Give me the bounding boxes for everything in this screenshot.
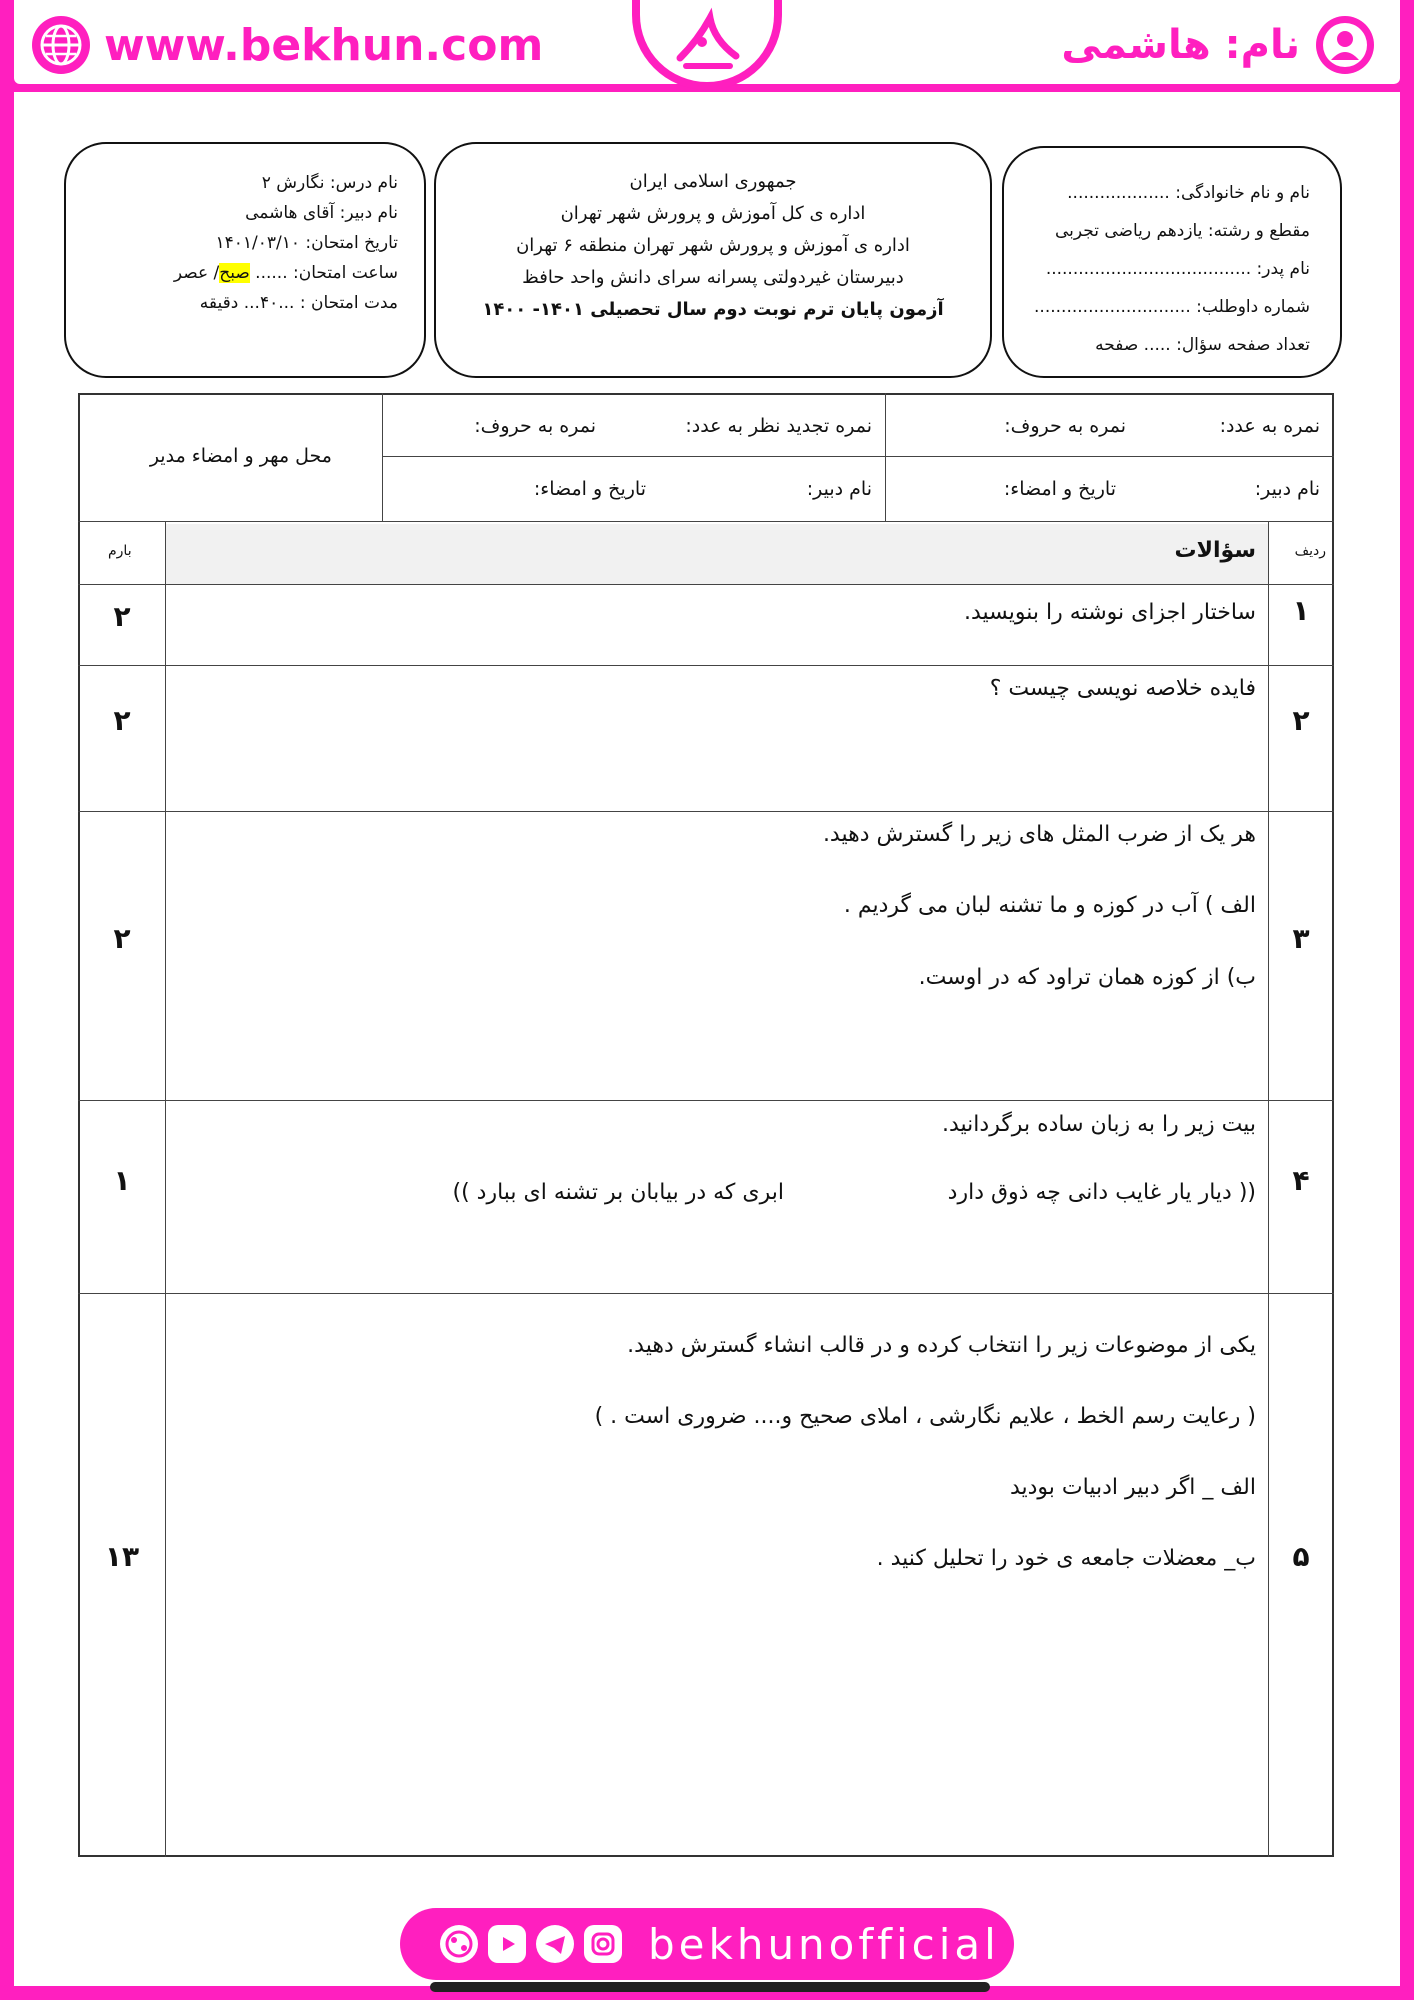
exam-time-label: ساعت امتحان: ...... bbox=[249, 263, 398, 283]
course-info-box bbox=[64, 142, 426, 378]
school-line: دبیرستان غیردولتی پسرانه سرای دانش واحد حافظ bbox=[522, 267, 904, 288]
book-logo-icon bbox=[640, 0, 774, 82]
school-info-box bbox=[434, 142, 992, 378]
page-count-field: تعداد صفحه سؤال: ..... صفحه bbox=[1095, 335, 1310, 355]
youtube-icon[interactable] bbox=[488, 1925, 526, 1963]
questions-header: سؤالات bbox=[1174, 538, 1256, 563]
site-url-text[interactable]: www.bekhun.com bbox=[104, 19, 544, 71]
question-text: ساختار اجزای نوشته را بنویسید. bbox=[963, 600, 1256, 625]
question-score: ۲ bbox=[113, 600, 131, 633]
question-text: هر یک از ضرب المثل های زیر را گسترش دهید. bbox=[822, 822, 1256, 847]
student-info-box bbox=[1002, 146, 1342, 378]
header-divider bbox=[78, 584, 1334, 585]
question-text: بیت زیر را به زبان ساده برگردانید. bbox=[941, 1112, 1256, 1137]
exam-duration: مدت امتحان : ...۴۰... دقیقه bbox=[199, 293, 398, 313]
student-name: نام: هاشمی bbox=[1061, 22, 1300, 68]
footer-shadow bbox=[430, 1982, 990, 1992]
question-text: الف ) آب در کوزه و ما تشنه لبان می گردیم . bbox=[843, 893, 1256, 918]
question-score: ۱ bbox=[113, 1164, 131, 1197]
question-number: ۵ bbox=[1292, 1540, 1310, 1573]
grade-row-divider bbox=[382, 456, 1334, 457]
review-date-sign-label: تاریخ و امضاء: bbox=[533, 478, 646, 500]
poem-second-hemistich: ابری که در بیابان بر تشنه ای ببارد )) bbox=[452, 1180, 784, 1205]
review-divider bbox=[885, 393, 886, 521]
grade-number-label: نمره به عدد: bbox=[1219, 415, 1320, 437]
country-line: جمهوری اسلامی ایران bbox=[629, 171, 797, 192]
question-text: ( رعایت رسم الخط ، علایم نگارشی ، املای صحیح و.... ضروری است . ) bbox=[594, 1404, 1256, 1429]
review-teacher-label: نام دبیر: bbox=[806, 478, 872, 500]
poem-first-hemistich: (( دیار یار غایب دانی چه ذوق دارد bbox=[947, 1180, 1256, 1205]
stamp-divider bbox=[382, 393, 383, 521]
exam-date: تاریخ امتحان: ۱۴۰۱/۰۳/۱۰ bbox=[215, 233, 398, 253]
question-text: ب_ معضلات جامعه ی خود را تحلیل کنید . bbox=[876, 1546, 1256, 1571]
teacher-label: نام دبیر: bbox=[1254, 478, 1320, 500]
student-fullname-field: نام و نام خانوادگی: ................... bbox=[1067, 183, 1310, 203]
principal-stamp-label: محل مهر و امضاء مدیر bbox=[149, 445, 332, 467]
question-number: ۳ bbox=[1292, 922, 1310, 955]
grade-letters-label: نمره به حروف: bbox=[1004, 415, 1126, 437]
general-office-line: اداره ی کل آموزش و پرورش شهر تهران bbox=[560, 203, 866, 224]
social-bar[interactable] bbox=[400, 1908, 1014, 1980]
course-name: نام درس: نگارش ۲ bbox=[261, 173, 398, 193]
telegram-icon[interactable] bbox=[536, 1925, 574, 1963]
question-text: ب) از کوزه همان تراود که در اوست. bbox=[918, 965, 1256, 990]
q2-divider bbox=[78, 811, 1334, 812]
instagram-icon[interactable] bbox=[584, 1925, 622, 1963]
review-grade-number-label: نمره تجدید نظر به عدد: bbox=[685, 415, 872, 437]
question-number: ۴ bbox=[1292, 1164, 1310, 1197]
student-name-badge bbox=[1061, 10, 1374, 80]
grade-major-field: مقطع و رشته: یازدهم ریاضی تجربی bbox=[1054, 221, 1310, 241]
question-text: الف _ اگر دبیر ادبیات بودید bbox=[1009, 1475, 1256, 1500]
question-number: ۲ bbox=[1292, 704, 1310, 737]
exam-time-highlight: صبح bbox=[219, 263, 250, 283]
logo bbox=[640, 0, 774, 82]
father-name-field: نام پدر: ...................................... bbox=[1045, 259, 1310, 279]
exam-time bbox=[92, 258, 398, 288]
question-score: ۲ bbox=[113, 922, 131, 955]
social-handle[interactable]: bekhunofficial bbox=[648, 1919, 1000, 1969]
district-office-line: اداره ی آموزش و پرورش شهر تهران منطقه ۶ تهران bbox=[516, 235, 910, 256]
review-grade-letters-label: نمره به حروف: bbox=[474, 415, 596, 437]
exam-time-suffix: / عصر bbox=[173, 263, 220, 283]
score-column-divider bbox=[165, 521, 166, 1857]
question-text: فایده خلاصه نویسی چیست ؟ bbox=[989, 676, 1256, 701]
q4-divider bbox=[78, 1293, 1334, 1294]
aparat-icon[interactable] bbox=[440, 1925, 478, 1963]
question-score: ۱۳ bbox=[104, 1540, 140, 1573]
candidate-number-field: شماره داوطلب: ............................. bbox=[1034, 297, 1310, 317]
question-text: یکی از موضوعات زیر را انتخاب کرده و در قالب انشاء گسترش دهید. bbox=[627, 1333, 1256, 1358]
question-score: ۲ bbox=[113, 704, 131, 737]
site-link[interactable] bbox=[32, 10, 543, 80]
teacher-name: نام دبیر: آقای هاشمی bbox=[245, 203, 398, 223]
q3-divider bbox=[78, 1100, 1334, 1101]
score-header: بارم bbox=[108, 543, 132, 559]
globe-icon bbox=[32, 16, 90, 74]
exam-title-line: آزمون پایان ترم نوبت دوم سال تحصیلی ۱۴۰۱- ۱۴۰۰ bbox=[482, 299, 944, 320]
user-icon bbox=[1316, 16, 1374, 74]
question-number: ۱ bbox=[1292, 594, 1310, 627]
row-header: ردیف bbox=[1294, 543, 1326, 559]
grade-section-bottom bbox=[78, 521, 1334, 522]
q1-divider bbox=[78, 665, 1334, 666]
date-sign-label: تاریخ و امضاء: bbox=[1003, 478, 1116, 500]
